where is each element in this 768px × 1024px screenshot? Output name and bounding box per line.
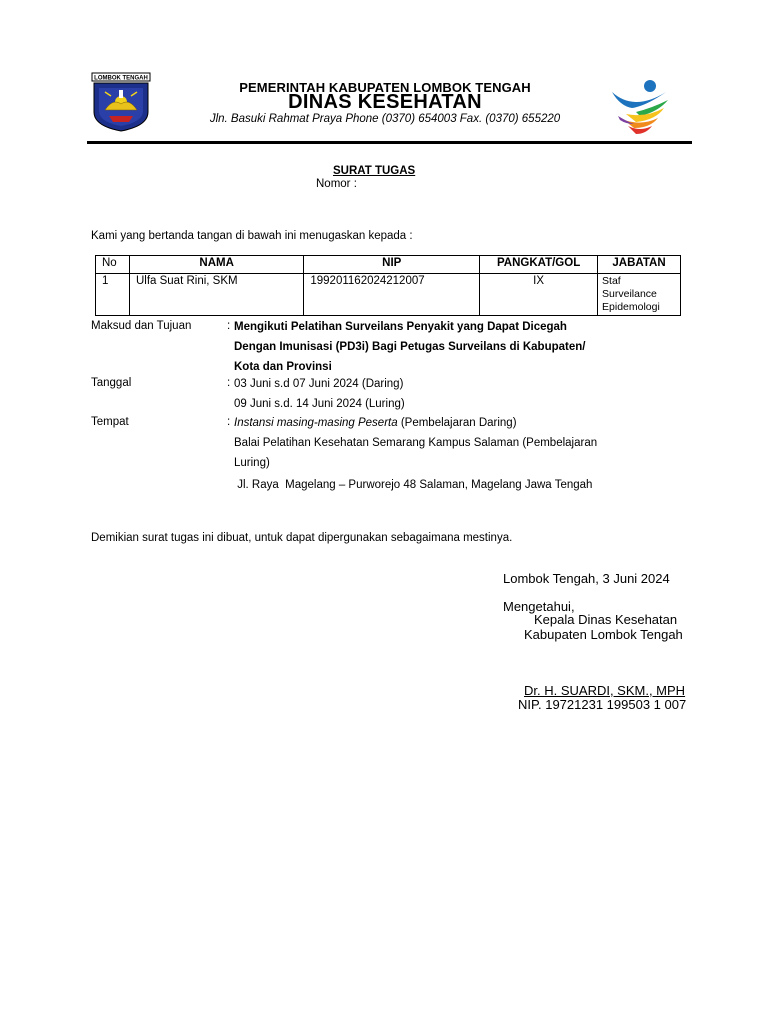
- place-italic: Instansi masing-masing Peserta: [234, 417, 398, 429]
- place-italic-suffix: (Pembelajaran Daring): [397, 417, 517, 429]
- place-colon: :: [227, 416, 231, 428]
- purpose-line: Kota dan Provinsi: [234, 361, 332, 373]
- cell-jabatan: Staf Surveilance Epidemologi: [598, 274, 681, 316]
- office-address: Jln. Basuki Rahmat Praya Phone (0370) 654003 Fax. (0370) 655220: [209, 113, 561, 125]
- cell-nip: 199201162024212007: [304, 274, 480, 316]
- purpose-line: Mengikuti Pelatihan Surveilans Penyakit yang Dapat Dicegah: [234, 321, 567, 333]
- place-line: [234, 413, 694, 433]
- cell-pangkat: IX: [480, 274, 598, 316]
- table-row: [96, 274, 681, 316]
- purpose-text: [234, 317, 694, 377]
- signature-name: Dr. H. SUARDI, SKM., MPH: [524, 683, 686, 698]
- signature-position: Kepala Dinas Kesehatan: [534, 612, 678, 627]
- col-header-pangkat: PANGKAT/GOL: [480, 256, 598, 274]
- lombok-tengah-emblem-icon: [91, 72, 151, 132]
- table-header-row: [96, 256, 681, 274]
- signature-nip: NIP. 19721231 199503 1 007: [518, 697, 687, 712]
- emblem-caption: LOMBOK TENGAH: [94, 75, 148, 82]
- letter-title: SURAT TUGAS: [333, 165, 416, 177]
- date-line: 03 Juni s.d 07 Juni 2024 (Daring): [234, 378, 404, 390]
- place-label: Tempat: [91, 416, 129, 428]
- cell-nama: Ulfa Suat Rini, SKM: [129, 274, 303, 316]
- date-colon: :: [227, 377, 231, 389]
- place-line: Jl. Raya Magelang – Purworejo 48 Salaman, Magelang Jawa Tengah: [234, 479, 593, 491]
- date-label: Tanggal: [91, 377, 132, 389]
- col-header-nip: NIP: [304, 256, 480, 274]
- place-text: [234, 413, 694, 495]
- closing-text: Demikian surat tugas ini dibuat, untuk dapat dipergunakan sebagaimana mestinya.: [91, 532, 513, 544]
- letter-number: Nomor :: [316, 178, 357, 190]
- date-line: 09 Juni s.d. 14 Juni 2024 (Luring): [234, 398, 405, 410]
- signature-region: Kabupaten Lombok Tengah: [524, 627, 683, 642]
- signature-place-date: Lombok Tengah, 3 Juni 2024: [503, 571, 670, 586]
- health-ministry-logo-icon: [606, 78, 676, 136]
- header-rule: [87, 141, 692, 144]
- government-name: PEMERINTAH KABUPATEN LOMBOK TENGAH: [239, 80, 531, 95]
- purpose-label: Maksud dan Tujuan: [91, 320, 192, 332]
- place-line: Luring): [234, 457, 270, 469]
- cell-no: 1: [96, 274, 130, 316]
- signature-acknowledged: Mengetahui,: [503, 599, 575, 614]
- intro-text: Kami yang bertanda tangan di bawah ini menugaskan kepada :: [91, 230, 413, 242]
- office-name: DINAS KESEHATAN: [288, 91, 482, 113]
- purpose-line: Dengan Imunisasi (PD3i) Bagi Petugas Surveilans di Kabupaten/: [234, 341, 586, 353]
- col-header-nama: NAMA: [129, 256, 303, 274]
- staff-table: [95, 255, 681, 316]
- date-text: [234, 374, 694, 414]
- place-line: Balai Pelatihan Kesehatan Semarang Kampus Salaman (Pembelajaran: [234, 437, 598, 449]
- purpose-colon: :: [227, 320, 231, 332]
- col-header-jabatan: JABATAN: [598, 256, 681, 274]
- col-header-no: No: [96, 256, 130, 274]
